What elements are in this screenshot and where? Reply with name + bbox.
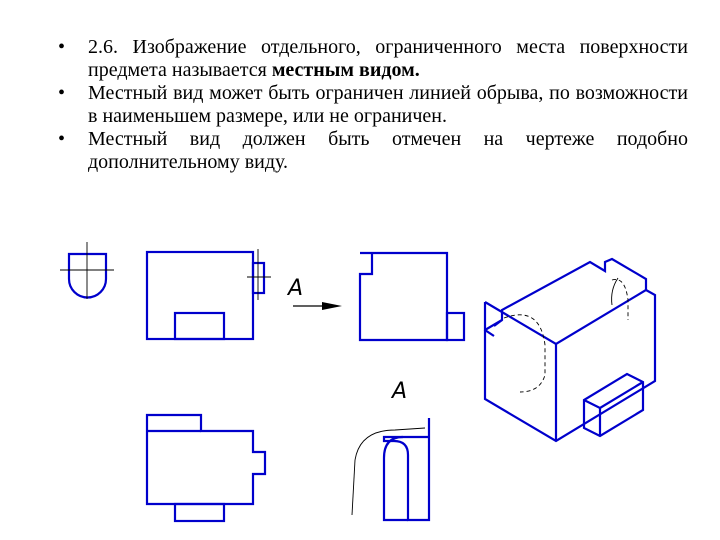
bullet-marker: • — [58, 82, 66, 104]
break-line — [355, 428, 425, 460]
term-local-view: местным видом — [271, 59, 415, 81]
isometric-view — [485, 259, 655, 441]
view-arrow — [293, 302, 342, 310]
bullet-text: Местный вид может быть ограничен линией обрыва, по возможности в наименьшем размере, или не ограничен. — [88, 82, 688, 127]
arrow-label: A — [288, 276, 304, 301]
bullet-text: Местный вид должен быть отмечен на чертеже подобно дополнительному виду. — [88, 128, 688, 173]
bullet-text: 2.6. Изображение отдельного, ограниченного места поверхности предмета называется — [88, 36, 688, 81]
side-view — [360, 253, 464, 340]
front-view — [147, 252, 264, 339]
bullet-period: . — [414, 59, 420, 81]
plan-view — [147, 415, 265, 521]
contour-line — [612, 278, 618, 305]
break-line — [352, 460, 355, 515]
local-view-a — [384, 418, 429, 520]
top-view-small — [69, 254, 106, 297]
bullet-marker: • — [58, 128, 66, 150]
local-view-label: A — [392, 379, 408, 404]
bullet-marker: • — [58, 36, 66, 58]
